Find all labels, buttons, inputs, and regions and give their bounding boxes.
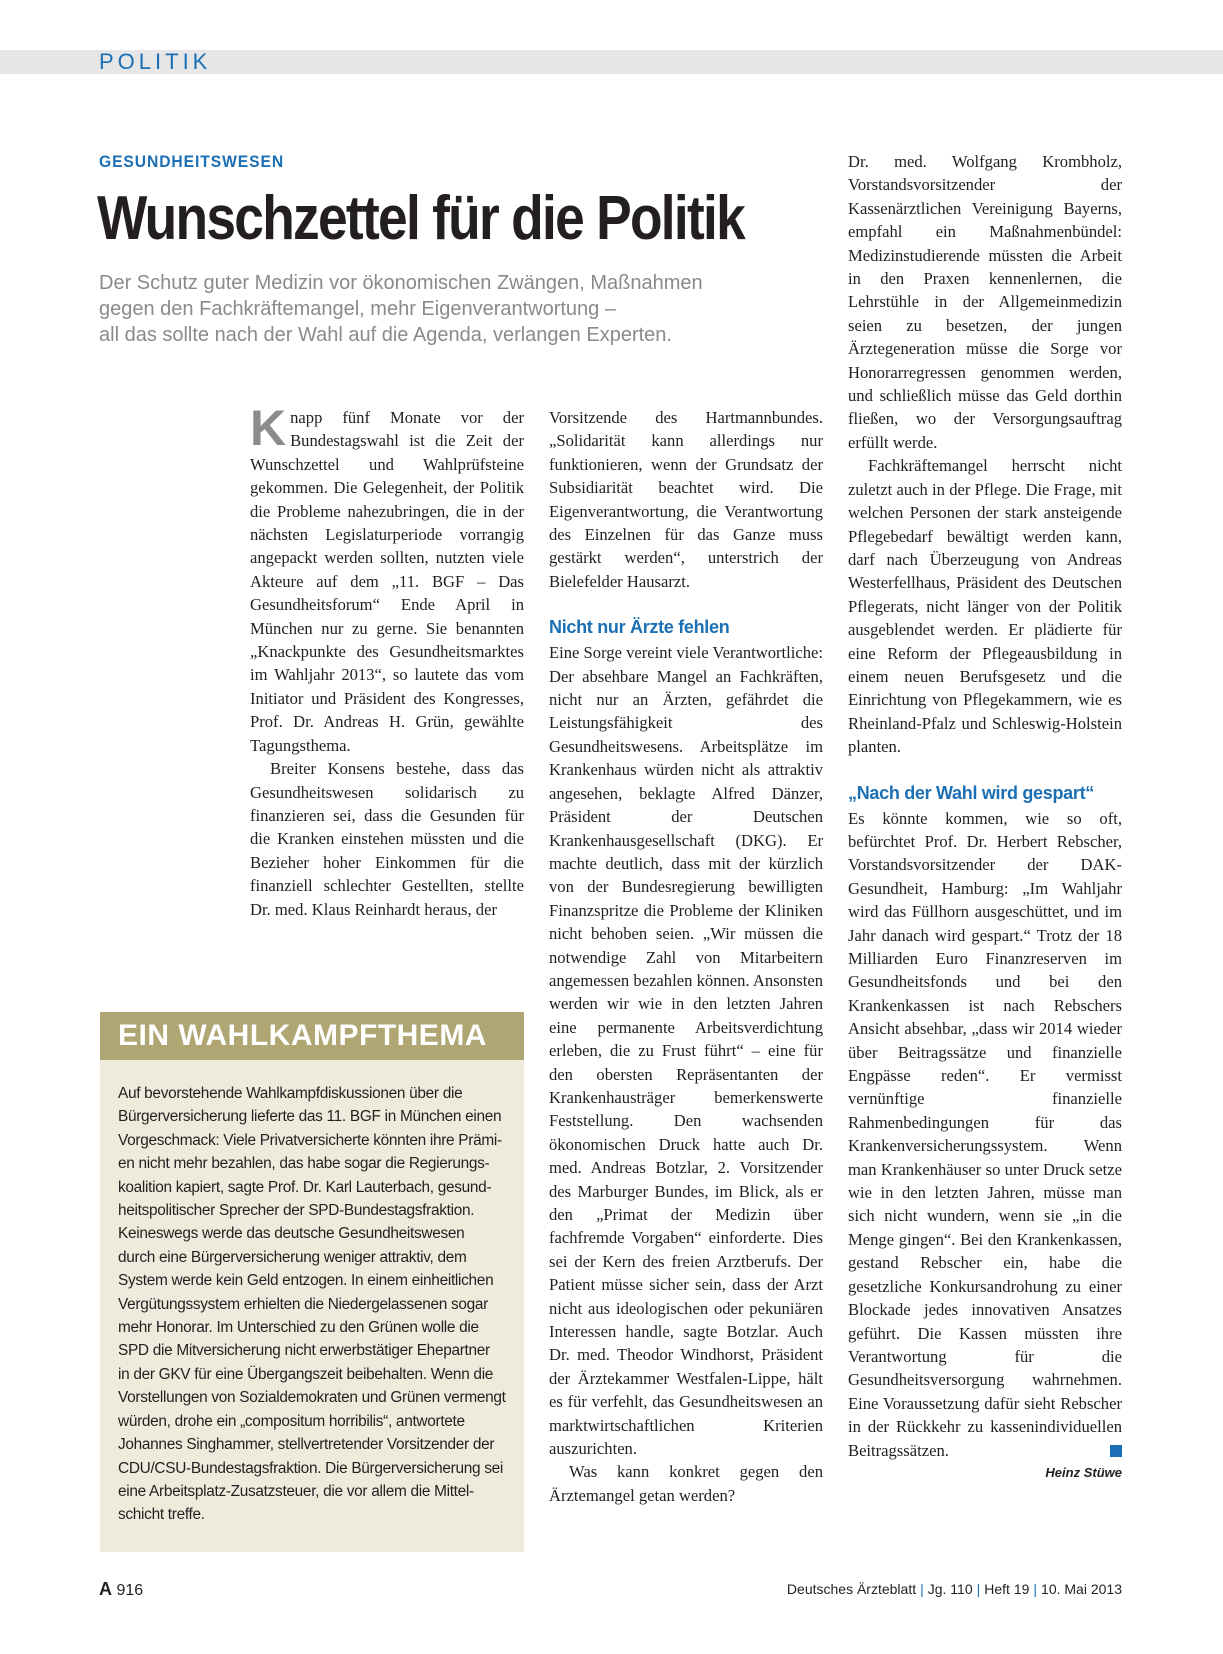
sidebar-line: Auf bevorstehende Wahlkampfdiskussionen über die (118, 1085, 463, 1102)
deck-line: gegen den Fachkräftemangel, mehr Eigenverantwortung – (99, 298, 616, 320)
article-paragraph: Dr. med. Wolfgang Krombholz, Vorstandsvorsitzender der Kassenärztlichen Vereinigung Bayerns, empfahl ein Maßnahmenbündel: Medizinstudierende müssten die Arbeit in den Praxen kennenlernen, die Lehrstühle in der Allgemeinmedizin seien zu besetzen, der jungen Ärztegeneration müsse die Sorge vor Honorarregressen genommen werden, und schließlich müsse das Geld dorthin fließen, wo der Versorgungsauftrag erfüllt werde. (848, 152, 1122, 452)
article-column-1 (250, 400, 524, 921)
drop-cap: K (250, 400, 287, 456)
article-kicker: GESUNDHEITSWESEN (99, 152, 285, 171)
article-paragraph: Breiter Konsens bestehe, dass das Gesundheitswesen solidarisch zu finanzieren sei, dass die Gesunden für die Kranken einstehen müssten und die Bezieher hoher Einkommen für die finanziell schlechter Gestellten, stellte Dr. med. Klaus Reinhardt heraus, der (250, 759, 524, 919)
sidebar-title: EIN WAHLKAMPFTHEMA (100, 1012, 524, 1060)
deck-line: Der Schutz guter Medizin vor ökonomischen Zwängen, Maßnahmen (99, 272, 703, 294)
byline: Heinz Stüwe (1045, 1464, 1122, 1480)
journal-date: 10. Mai 2013 (1041, 1581, 1122, 1597)
article-paragraph: Eine Sorge vereint viele Verantwortliche: Der absehbare Mangel an Fachkräften, nicht nur an Ärzten, gefährdet die Leistungsfähigkeit des Gesundheitswesens. Arbeitsplätze im Krankenhaus würden nicht als attraktiv angesehen, beklagte Alfred Dänzer, Präsident der Deutschen Krankenhausgesellschaft (DKG). Er machte deutlich, dass mit der kürzlich von der Bundesregierung bewilligten Finanzspritze die Probleme der Kliniken nicht behoben seien. „Wir müssen die notwendige Zahl von Mitarbeitern angemessen bezahlen können. Ansonsten werden wir wie in den letzten Jahren eine permanente Arbeitsverdichtung erleben, die zu Frust führt“ – eine für den obersten Repräsentanten der Krankenhausträger bemerkenswerte Feststellung. Den wachsenden ökonomischen Druck hatte auch Dr. med. Andreas Botzlar, 2. Vorsitzender des Marburger Bundes, im Blick, als er den „Primat der Medizin über fachfremde Vorgaben“ einforderte. Dies sei der Kern des freien Arztberufs. Der Patient müsse sicher sein, dass der Arzt nicht aus ideologischen oder pekuniären Interessen handle, sagte Botzlar. Auch Dr. med. Theodor Windhorst, Präsident der Ärztekammer Westfalen-Lippe, hält es für verfehlt, das Gesundheitswesen an marktwirtschaftlichen Kriterien auszurichten. (549, 643, 824, 1459)
journal-footer: Deutsches Ärzteblatt | Jg. 110 | Heft 19 | 10. Mai 2013 (786, 1581, 1122, 1597)
sidebar-line: System werde kein Geld entzogen. In einem einheitlichen (118, 1272, 494, 1290)
article-paragraph: Was kann konkret gegen den Ärztemangel getan werden? (549, 1462, 823, 1505)
journal-volume: Jg. 110 (927, 1581, 973, 1597)
article-deck (99, 270, 819, 348)
sidebar-line: würden, drohe ein „compositum horribilis“, antwortete (118, 1412, 465, 1430)
sidebar-body (100, 1060, 524, 1527)
deck-line: all das sollte nach der Wahl auf die Agenda, verlangen Experten. (99, 324, 672, 346)
sidebar-line: koalition kapiert, sagte Prof. Dr. Karl Lauterbach, gesund- (118, 1178, 492, 1196)
article-column-2 (549, 406, 823, 1507)
sidebar-line: heitspolitischer Sprecher der SPD-Bundestagsfraktion. (118, 1202, 475, 1220)
sidebar-line: in der GKV für eine Übergangszeit beibehalten. Wenn die (118, 1365, 494, 1383)
article-paragraph: Vorsitzende des Hartmannbundes. „Solidarität kann allerdings nur funktionieren, wenn der Grundsatz der Subsidiarität beachtet wird. Die Eigenverantwortung, die Verantwortung des Einzelnen für das Ganze muss gestärkt werden“, unterstrich der Bielefelder Hausarzt. (549, 408, 823, 591)
section-label: POLITIK (99, 49, 212, 74)
sidebar-line: Vergütungssystem erhielten die Niedergelassenen sogar (118, 1295, 488, 1313)
sidebar-line: schicht treffe. (118, 1506, 205, 1524)
end-mark-icon (1110, 1445, 1122, 1457)
page-number: A 916 (99, 1579, 144, 1599)
sidebar-line: CDU/CSU-Bundestagsfraktion. Die Bürgerversicherung sei (118, 1459, 503, 1477)
article-paragraph: Fachkräftemangel herrscht nicht zuletzt auch in der Pflege. Die Frage, mit welchen Personen der stark ansteigende Pflegebedarf bewältigt werden kann, darf nach Überzeugung von Andreas Westerfellhaus, Präsident des Deutschen Pflegerats, nicht länger von der Politik ausgeblendet werden. Er plädierte für eine Reform der Pflegeausbildung in einem neuen Berufsgesetz und die Einrichtung von Pflegekammern, wie es Rheinland-Pfalz und Schleswig-Holstein planten. (848, 456, 1122, 757)
sidebar-line: Vorstellungen von Sozialdemokraten und Grünen vermengt (118, 1389, 506, 1407)
subheading-wahl: „Nach der Wahl wird gespart“ (848, 782, 1094, 803)
sidebar-line: eine Arbeitsplatz-Zusatzsteuer, die vor allem die Mittel- (118, 1482, 474, 1500)
sidebar-box (100, 1012, 524, 1552)
sidebar-line: mehr Honorar. Im Unterschied zu den Grünen wolle die (118, 1319, 479, 1337)
sidebar-line: Vorgeschmack: Viele Privatversicherte könnten ihre Prämi- (118, 1131, 502, 1149)
article-headline: Wunschzettel für die Politik (97, 184, 745, 253)
sidebar-line: Johannes Singhammer, stellvertretender Vorsitzender der (118, 1436, 495, 1454)
article-paragraph: Knapp fünf Monate vor der Bundestagswahl ist die Zeit der Wunschzettel und Wahlprüfsteine gekommen. Die Gelegenheit, der Politik die Probleme nahezubringen, die in der nächsten Legislaturperiode vorrangig angepackt werden sollten, nutzten viele Akteure auf dem „11. BGF – Das Gesundheitsforum“ Ende April in München nur zu gerne. Sie benannten „Knackpunkte des Gesundheitsmarktes im Wahljahr 2013“, so lautete das vom Initiator und Präsident des Kongresses, Prof. Dr. Andreas H. Grün, gewählte Tagungsthema. (250, 400, 524, 755)
article-paragraph: Es könnte kommen, wie so oft, befürchtet Prof. Dr. Herbert Rebscher, Vorstandsvorsitzender der DAK-Gesundheit, Hamburg: „Im Wahljahr wird das Füllhorn ausgeschüttet, und im Jahr danach wird gespart.“ Trotz der 18 Milliarden Euro Finanzreserven im Gesundheitsfonds und bei den Krankenkassen ist nach Rebschers Ansicht absehbar, „dass wir 2014 wieder über Beitragssätze und finanzielle Engpässe reden“. Er vermisst vernünftige finanzielle Rahmenbedingungen für das Krankenversicherungssystem. Wenn man Krankenhäuser so unter Druck setze wie in den letzten Jahren, müsse man sich nicht wundern, wenn sie „in die Menge gingen“. Bei den Krankenkassen, gestand Rebscher ein, habe die gesetzliche Konkursandrohung zu einer Blockade jedes innovativen Ansatzes geführt. Die Kassen müssten ihre Verantwortung für die Gesundheitsversorgung wahrnehmen. Eine Voraussetzung dafür sieht Rebscher in der Rückkehr zu kassenindividuellen Beitragssätzen. (848, 808, 1122, 1460)
journal-issue: Heft 19 (984, 1581, 1030, 1597)
sidebar-line: en nicht mehr bezahlen, das habe sogar die Regierungs- (118, 1155, 490, 1173)
article-column-3 (848, 150, 1122, 1482)
sidebar-line: Keineswegs werde das deutsche Gesundheitswesen (118, 1225, 465, 1243)
subheading-aerzte: Nicht nur Ärzte fehlen (549, 617, 730, 638)
sidebar-line: durch eine Bürgerversicherung weniger attraktiv, dem (118, 1248, 467, 1266)
sidebar-line: Bürgerversicherung lieferte das 11. BGF in München einen (118, 1108, 502, 1126)
sidebar-line: SPD die Mitversicherung nicht erwerbstätiger Ehepartner (118, 1342, 490, 1360)
journal-name: Deutsches Ärzteblatt (786, 1581, 917, 1597)
